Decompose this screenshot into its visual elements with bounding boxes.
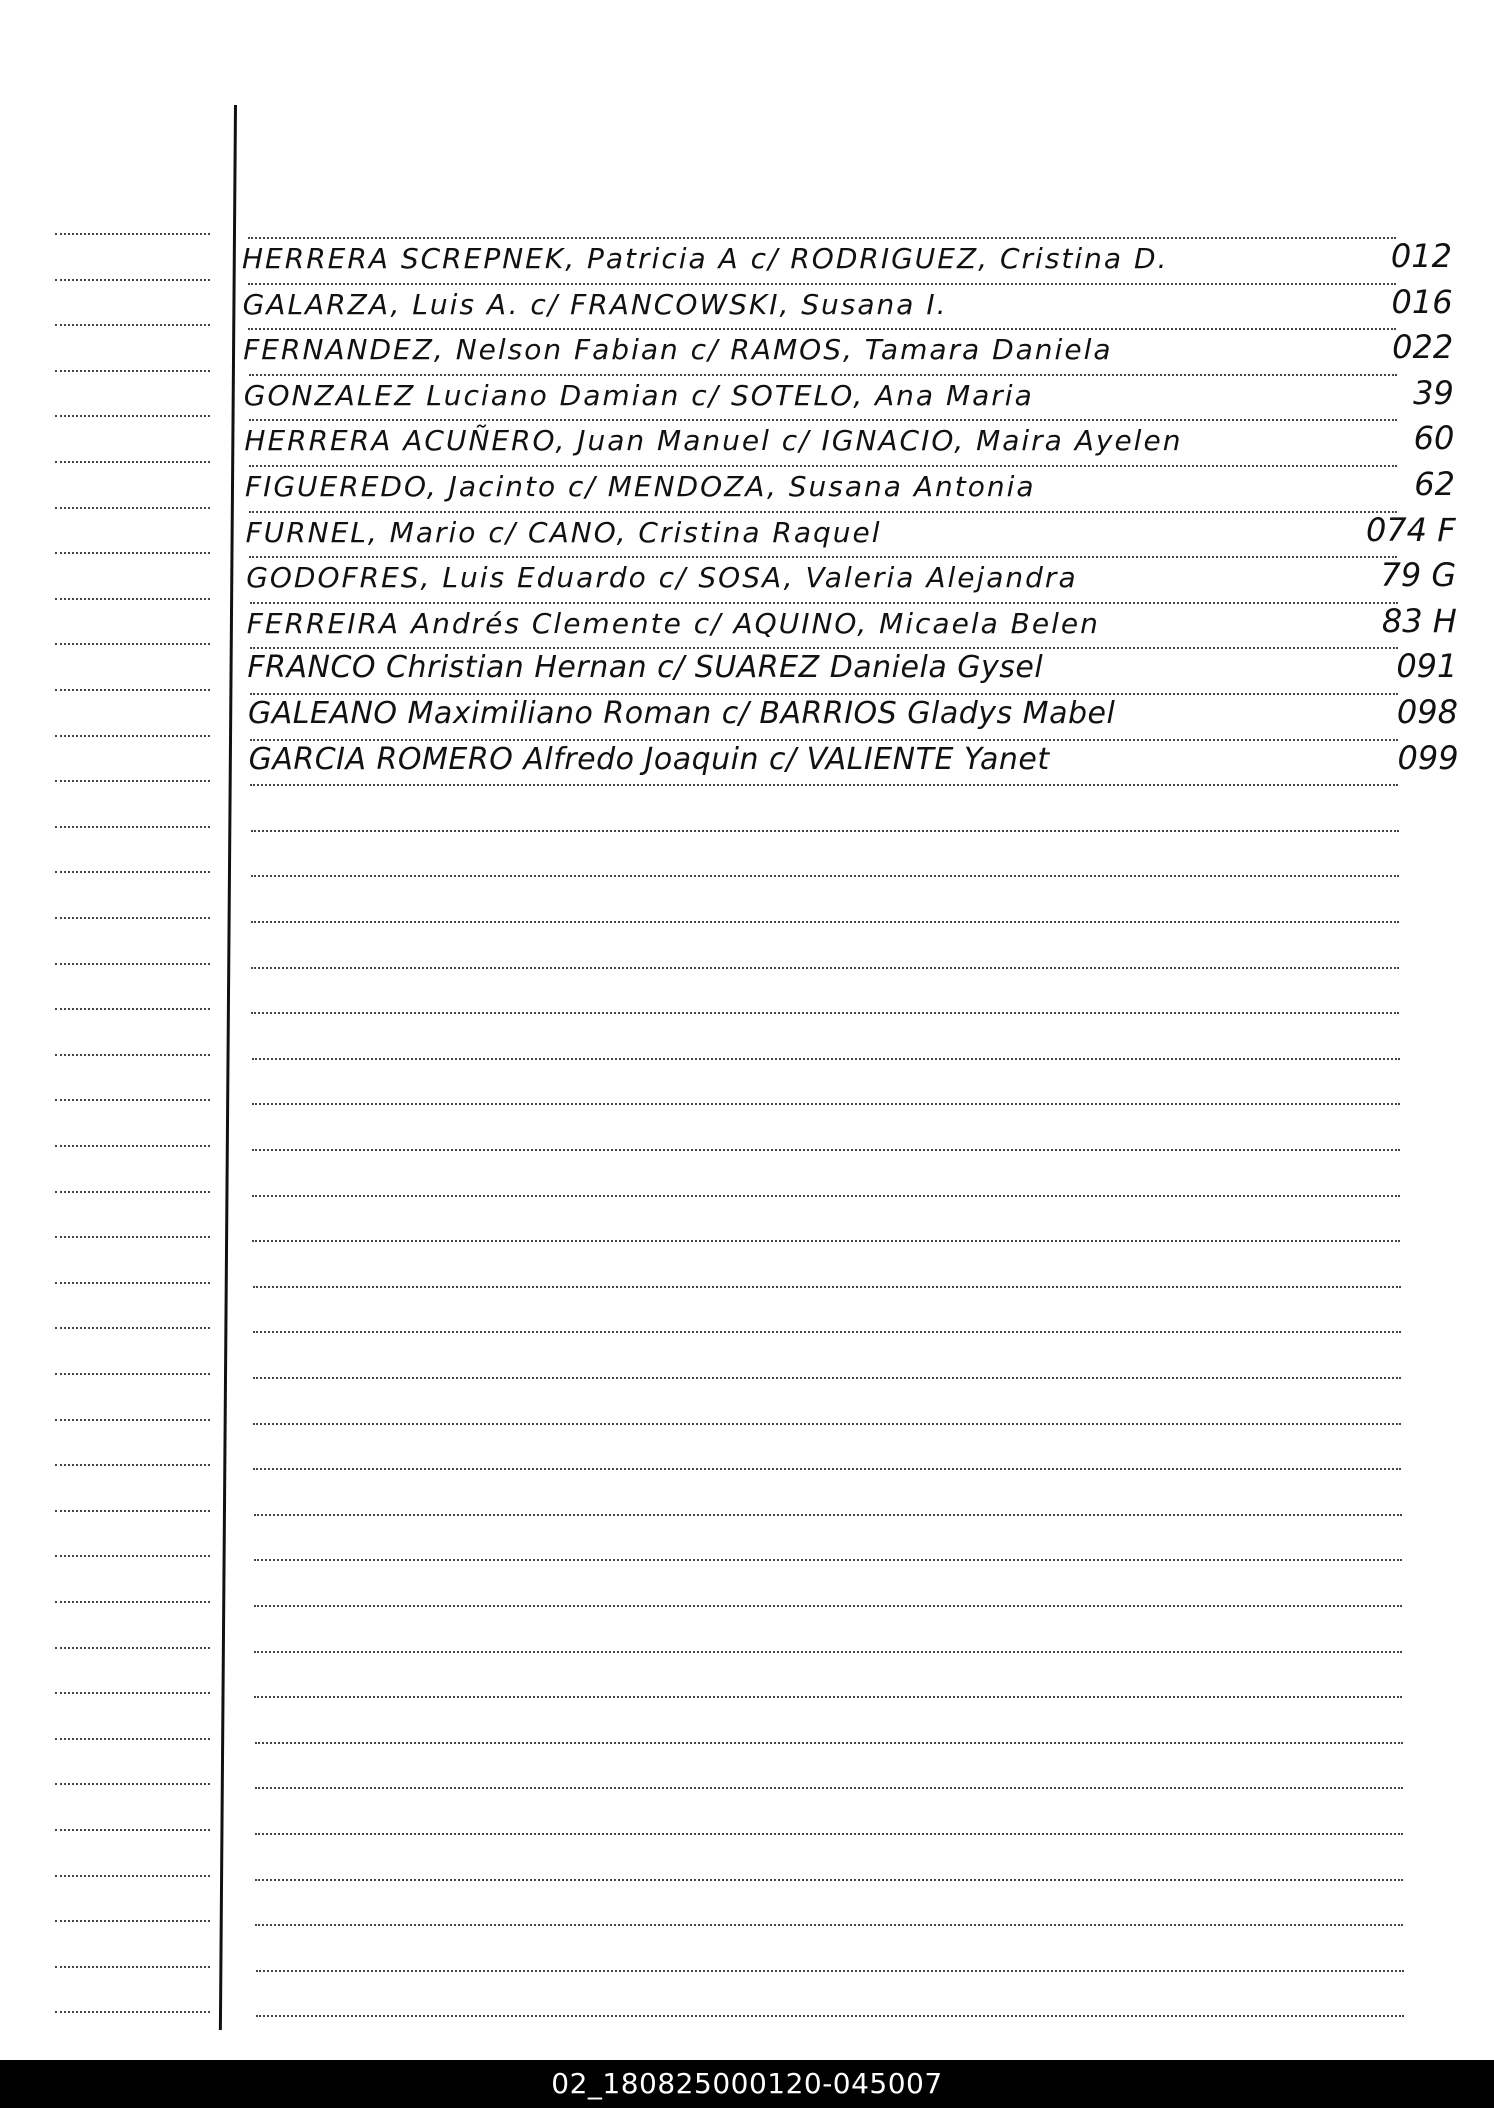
- left-dotted-line: [55, 963, 210, 965]
- left-dotted-line: [55, 689, 210, 691]
- left-dotted-line: [55, 1966, 210, 1968]
- left-dotted-line: [55, 1464, 210, 1466]
- left-dotted-line: [55, 1875, 210, 1877]
- document-id-footer: [0, 2060, 1494, 2108]
- entry-number: 62: [1414, 465, 1455, 503]
- left-dotted-line: [55, 1692, 210, 1694]
- left-dotted-line: [55, 1601, 210, 1603]
- left-dotted-line: [55, 1054, 210, 1056]
- entry-row: [245, 465, 1455, 507]
- ruled-dotted-line: [256, 1970, 1404, 1972]
- entry-number: 098: [1396, 693, 1458, 731]
- left-dotted-line: [55, 1145, 210, 1147]
- ruled-dotted-line: [253, 1377, 1401, 1379]
- ruled-dotted-line: [254, 1514, 1402, 1516]
- ruled-dotted-line: [250, 784, 1398, 786]
- ruled-dotted-line: [255, 1924, 1403, 1926]
- ruled-dotted-line: [253, 1423, 1401, 1425]
- left-dotted-line: [55, 461, 210, 463]
- ruled-dotted-line: [254, 1696, 1402, 1698]
- left-dotted-line: [55, 1555, 210, 1557]
- entry-name: GALARZA, Luis A. c/ FRANCOWSKI, Susana I.: [242, 288, 948, 321]
- ruled-dotted-line: [254, 1605, 1402, 1607]
- ruled-dotted-line: [255, 1879, 1403, 1881]
- ruled-dotted-line: [251, 921, 1399, 923]
- entry-name: HERRERA ACUÑERO, Juan Manuel c/ IGNACIO, Maira Ayelen: [244, 424, 1183, 457]
- entry-number: 60: [1413, 419, 1455, 457]
- entry-number: 091: [1396, 647, 1458, 685]
- left-dotted-line: [55, 1008, 210, 1010]
- ruled-dotted-line: [251, 830, 1399, 832]
- left-dotted-line: [55, 2011, 210, 2013]
- left-dotted-line: [55, 1510, 210, 1512]
- left-dotted-line: [55, 507, 210, 509]
- left-dotted-line: [55, 1236, 210, 1238]
- left-dotted-line: [55, 1829, 210, 1831]
- ruled-dotted-line: [253, 1286, 1401, 1288]
- left-dotted-line: [55, 780, 210, 782]
- entry-number: 39: [1413, 374, 1454, 412]
- entry-row: [247, 602, 1457, 644]
- entry-number: 074 F: [1365, 511, 1456, 549]
- entry-row: [247, 647, 1457, 689]
- entry-row: [243, 283, 1453, 325]
- left-dotted-line: [55, 1738, 210, 1740]
- entry-number: 016: [1391, 283, 1453, 321]
- ruled-dotted-line: [256, 2015, 1404, 2017]
- entry-name: GODOFRES, Luis Eduardo c/ SOSA, Valeria Alejandra: [246, 561, 1078, 594]
- left-dotted-line: [55, 552, 210, 554]
- left-dotted-line: [55, 917, 210, 919]
- ruled-dotted-line: [252, 1149, 1400, 1151]
- entry-row: [243, 328, 1453, 370]
- left-dotted-line: [55, 415, 210, 417]
- entry-row: [244, 374, 1454, 416]
- ruled-dotted-line: [252, 1058, 1400, 1060]
- ruled-dotted-line: [255, 1787, 1403, 1789]
- ruled-dotted-line: [253, 1331, 1401, 1333]
- left-dotted-line: [55, 735, 210, 737]
- entry-row: [248, 693, 1458, 735]
- left-dotted-line: [55, 826, 210, 828]
- entry-name: FIGUEREDO, Jacinto c/ MENDOZA, Susana Antonia: [245, 470, 1036, 503]
- left-dotted-line: [55, 1191, 210, 1193]
- entry-number: 79 G: [1380, 556, 1457, 594]
- entry-row: [249, 739, 1459, 781]
- left-dotted-line: [55, 233, 210, 235]
- entry-name: FERNANDEZ, Nelson Fabian c/ RAMOS, Tamara Daniela: [243, 333, 1113, 366]
- entry-row: [242, 237, 1452, 279]
- entry-name: GALEANO Maximiliano Roman c/ BARRIOS Gladys Mabel: [248, 696, 1116, 731]
- ruled-dotted-line: [252, 1195, 1400, 1197]
- left-dotted-line: [55, 1282, 210, 1284]
- ruled-dotted-line: [254, 1651, 1402, 1653]
- ruled-dotted-line: [251, 1012, 1399, 1014]
- left-dotted-line: [55, 1419, 210, 1421]
- ruled-dotted-line: [255, 1742, 1403, 1744]
- entry-name: HERRERA SCREPNEK, Patricia A c/ RODRIGUEZ, Cristina D.: [242, 242, 1169, 275]
- ruled-dotted-line: [251, 967, 1399, 969]
- left-dotted-line: [55, 1783, 210, 1785]
- entry-number: 099: [1397, 739, 1459, 777]
- entry-name: FERREIRA Andrés Clemente c/ AQUINO, Micaela Belen: [246, 607, 1100, 640]
- left-dotted-line: [55, 1099, 210, 1101]
- left-dotted-line: [55, 598, 210, 600]
- ruled-dotted-line: [251, 875, 1399, 877]
- document-id-text: 02_180825000120-045007: [551, 2067, 943, 2100]
- ruled-dotted-line: [252, 1240, 1400, 1242]
- left-dotted-line: [55, 370, 210, 372]
- left-dotted-line: [55, 1373, 210, 1375]
- entry-row: [246, 556, 1456, 598]
- left-dotted-line: [55, 324, 210, 326]
- left-dotted-line: [55, 1920, 210, 1922]
- left-dotted-line: [55, 1327, 210, 1329]
- entry-number: 022: [1392, 328, 1454, 366]
- ruled-dotted-line: [255, 1833, 1403, 1835]
- ruled-dotted-line: [254, 1559, 1402, 1561]
- entry-number: 012: [1390, 237, 1452, 275]
- margin-rule-line: [219, 105, 237, 2030]
- left-dotted-line: [55, 871, 210, 873]
- entry-name: FURNEL, Mario c/ CANO, Cristina Raquel: [245, 516, 882, 549]
- left-dotted-line: [55, 643, 210, 645]
- entry-name: FRANCO Christian Hernan c/ SUAREZ Daniela Gysel: [247, 650, 1044, 685]
- left-dotted-line: [55, 279, 210, 281]
- entry-number: 83 H: [1381, 602, 1457, 640]
- ruled-dotted-line: [253, 1468, 1401, 1470]
- entry-name: GARCIA ROMERO Alfredo Joaquin c/ VALIENTE Yanet: [248, 742, 1050, 777]
- left-dotted-line: [55, 1647, 210, 1649]
- entry-name: GONZALEZ Luciano Damian c/ SOTELO, Ana Maria: [243, 379, 1034, 412]
- entry-row: [246, 511, 1456, 553]
- ruled-dotted-line: [252, 1103, 1400, 1105]
- entry-row: [244, 419, 1454, 461]
